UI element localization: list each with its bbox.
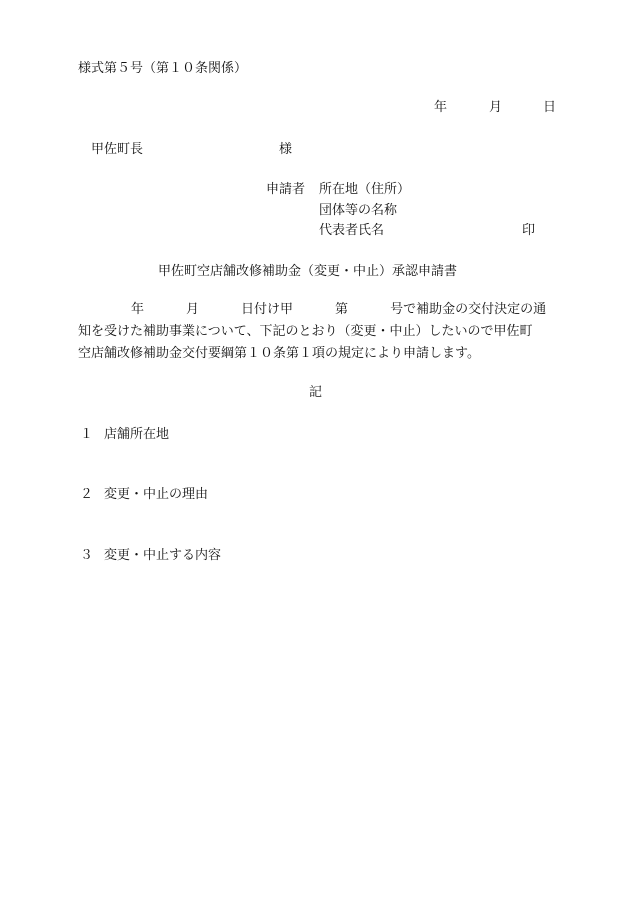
body-line-3: 空店舗改修補助金交付要綱第１０条第１項の規定により申請します。 [78, 346, 480, 361]
addressee-honorific: 様 [279, 142, 293, 157]
item-label-1: 店舗所在地 [104, 427, 170, 442]
item-number-3: ３ [80, 548, 94, 563]
date-day-label: 日 [543, 100, 557, 115]
ki-heading: 記 [309, 385, 323, 400]
applicant-label: 申請者 [266, 182, 306, 197]
body-year-label: 年 [131, 302, 145, 317]
applicant-address-label: 所在地（住所） [319, 182, 411, 197]
applicant-representative-label: 代表者氏名 [319, 223, 385, 238]
body-line1-rest: 号で補助金の交付決定の通 [390, 302, 547, 317]
item-label-3: 変更・中止する内容 [104, 548, 222, 563]
item-number-1: １ [80, 427, 94, 442]
addressee-title: 甲佐町長 [91, 142, 144, 157]
date-month-label: 月 [489, 100, 503, 115]
item-number-2: ２ [80, 487, 94, 502]
date-year-label: 年 [434, 100, 448, 115]
applicant-organization-label: 団体等の名称 [319, 203, 398, 218]
body-month-label: 月 [186, 302, 200, 317]
document-title: 甲佐町空店舗改修補助金（変更・中止）承認申請書 [158, 264, 458, 279]
body-line-2: 知を受けた補助事業について、下記のとおり（変更・中止）したいので甲佐町 [78, 324, 533, 339]
body-dated-label: 日付け甲 [241, 302, 294, 317]
body-number-prefix: 第 [335, 302, 349, 317]
seal-label: 印 [522, 223, 536, 238]
item-label-2: 変更・中止の理由 [104, 487, 209, 502]
body-line-1 [131, 299, 546, 321]
form-number: 様式第５号（第１０条関係） [78, 61, 248, 76]
